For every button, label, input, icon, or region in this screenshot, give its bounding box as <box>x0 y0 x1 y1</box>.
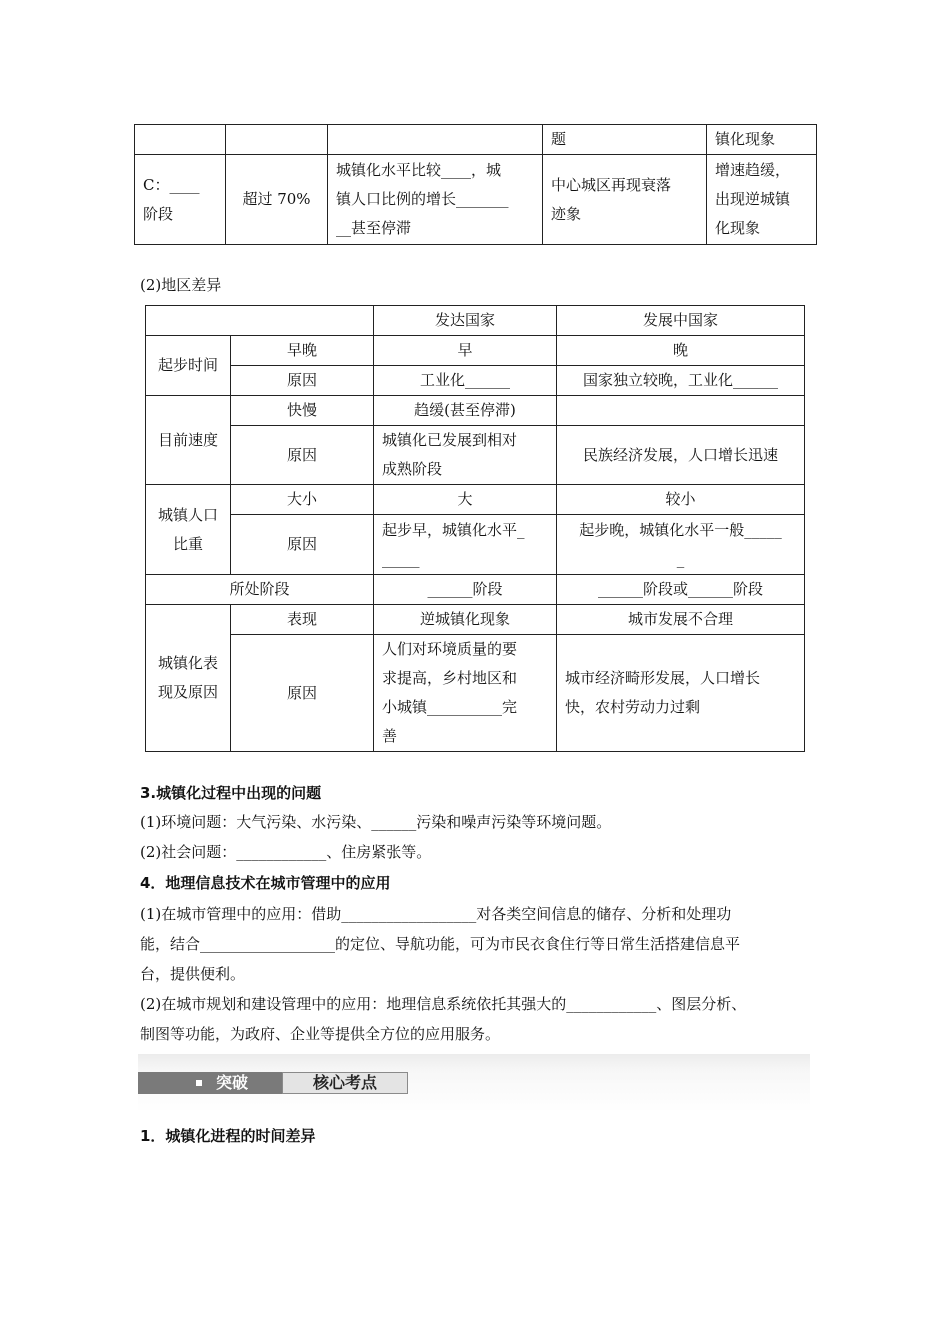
table-row <box>146 336 805 366</box>
table-cell: 中心城区再现衰落 迹象 <box>543 155 707 245</box>
table-cell: 题 <box>543 125 707 155</box>
table-cell: 早 <box>374 336 557 366</box>
table-row <box>146 605 805 635</box>
table-cell: 增速趋缓， 出现逆城镇 化现象 <box>707 155 817 245</box>
table-cell: 逆城镇化现象 <box>374 605 557 635</box>
table-cell: 原因 <box>231 426 374 485</box>
table-cell: 趋缓(甚至停滞) <box>374 396 557 426</box>
table-urbanization-stages <box>134 124 817 245</box>
paragraph: (1)环境问题：大气污染、水污染、______污染和噪声污染等环境问题。 <box>140 813 612 831</box>
paragraph: (2)在城市规划和建设管理中的应用：地理信息系统依托其强大的____________、图层分析、 <box>140 995 747 1013</box>
table-header: 发展中国家 <box>557 306 805 336</box>
table-cell: 城市经济畸形发展，人口增长 快，农村劳动力过剩 <box>557 635 805 752</box>
table-cell: ______阶段 <box>374 575 557 605</box>
table-cell: 城镇化水平比较____，城 镇人口比例的增长_______ __甚至停滞 <box>328 155 543 245</box>
row-label: 起步时间 <box>146 336 231 396</box>
section-title: (2)地区差异 <box>140 276 222 294</box>
table-cell: 国家独立较晚，工业化______ <box>557 366 805 396</box>
section-title: 4．地理信息技术在城市管理中的应用 <box>140 874 391 892</box>
table-row <box>135 125 817 155</box>
table-row <box>135 155 817 245</box>
table-row <box>146 396 805 426</box>
table-cell: 晚 <box>557 336 805 366</box>
table-cell: 早晚 <box>231 336 374 366</box>
table-cell: 起步早，城镇化水平_ _____ <box>374 515 557 575</box>
paragraph: (2)社会问题：____________、住房紧张等。 <box>140 843 432 861</box>
table-cell: 表现 <box>231 605 374 635</box>
table-row <box>146 426 805 485</box>
table-cell <box>557 396 805 426</box>
table-cell: ______阶段或______阶段 <box>557 575 805 605</box>
table-regional-differences <box>145 305 805 752</box>
table-cell: 较小 <box>557 485 805 515</box>
table-cell: 人们对环境质量的要 求提高，乡村地区和 小城镇__________完 善 <box>374 635 557 752</box>
row-label: 城镇化表 现及原因 <box>146 605 231 752</box>
section-title: 3.城镇化过程中出现的问题 <box>140 784 322 802</box>
row-label: 城镇人口 比重 <box>146 485 231 575</box>
paragraph: (1)在城市管理中的应用：借助__________________对各类空间信息的储存、分析和处理功 <box>140 905 732 923</box>
banner-label-left: 突破 <box>138 1072 282 1094</box>
paragraph: 台，提供便利。 <box>140 965 246 983</box>
table-cell: 大 <box>374 485 557 515</box>
table-row <box>146 306 805 336</box>
table-header: 发达国家 <box>374 306 557 336</box>
row-label: 所处阶段 <box>146 575 374 605</box>
row-label: 目前速度 <box>146 396 231 485</box>
square-bullet-icon <box>196 1080 202 1086</box>
table-cell: 超过 70% <box>226 155 328 245</box>
table-cell: 工业化______ <box>374 366 557 396</box>
table-cell: 民族经济发展，人口增长迅速 <box>557 426 805 485</box>
table-cell: 原因 <box>231 635 374 752</box>
banner-label-right: 核心考点 <box>282 1072 408 1094</box>
table-cell: 原因 <box>231 366 374 396</box>
section-banner <box>138 1072 408 1094</box>
section-title: 1．城镇化进程的时间差异 <box>140 1127 316 1145</box>
table-row <box>146 515 805 575</box>
table-cell: C：____ 阶段 <box>135 155 226 245</box>
table-cell: 起步晚，城镇化水平一般_____ _ <box>557 515 805 575</box>
table-cell: 城市发展不合理 <box>557 605 805 635</box>
table-row <box>146 485 805 515</box>
table-cell: 原因 <box>231 515 374 575</box>
table-cell: 快慢 <box>231 396 374 426</box>
table-row <box>146 635 805 752</box>
table-cell: 城镇化已发展到相对 成熟阶段 <box>374 426 557 485</box>
table-row <box>146 575 805 605</box>
table-cell: 大小 <box>231 485 374 515</box>
paragraph: 制图等功能，为政府、企业等提供全方位的应用服务。 <box>140 1025 501 1043</box>
table-row <box>146 366 805 396</box>
table-cell: 镇化现象 <box>707 125 817 155</box>
paragraph: 能，结合__________________的定位、导航功能，可为市民衣食住行等日常生活搭建信息平 <box>140 935 741 953</box>
